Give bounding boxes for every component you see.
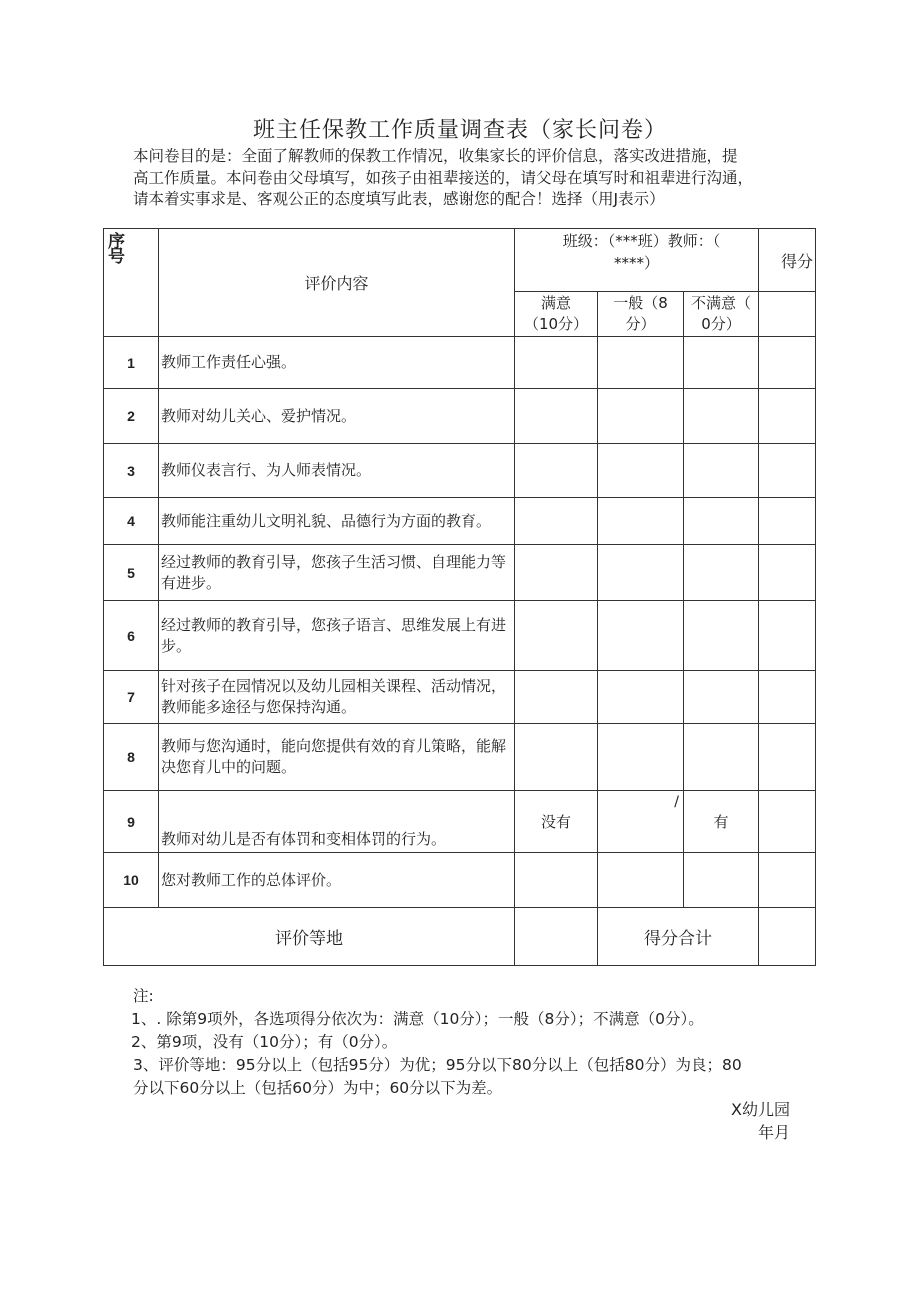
option-cell[interactable]: [515, 389, 598, 444]
option-cell[interactable]: [515, 601, 598, 671]
table-row: 5 经过教师的教育引导，您孩子生活习惯、自理能力等有进步。: [104, 545, 816, 601]
option-cell[interactable]: [598, 853, 684, 908]
table-row: 6 经过教师的教育引导，您孩子语言、思维发展上有进步。: [104, 601, 816, 671]
score-cell[interactable]: [759, 444, 816, 498]
score-cell[interactable]: [759, 671, 816, 724]
note-line: 1、. 除第9项外，各选项得分依次为：满意（10分）；一般（8分）；不满意（0分）。: [131, 1010, 704, 1028]
table-row: 7 针对孩子在园情况以及幼儿园相关课程、活动情况，教师能多途径与您保持沟通。: [104, 671, 816, 724]
notes: [133, 985, 823, 1100]
option-cell-yes[interactable]: 有: [684, 791, 759, 853]
total-cell[interactable]: [759, 908, 816, 966]
option-cell[interactable]: [598, 791, 684, 853]
option-cell[interactable]: [515, 444, 598, 498]
score-header: 得分: [759, 229, 816, 292]
score-cell[interactable]: [759, 853, 816, 908]
score-cell[interactable]: [759, 545, 816, 601]
organization-name: X幼儿园: [731, 1100, 790, 1119]
option-cell[interactable]: [598, 671, 684, 724]
intro-line: 高工作质量。本问卷由父母填写，如孩子由祖辈接送的，请父母在填写时和祖辈进行沟通，: [133, 168, 754, 187]
slash-mark: /: [674, 794, 679, 810]
page-title: 班主任保教工作质量调查表（家长问卷）: [252, 118, 667, 143]
option-cell[interactable]: [684, 853, 759, 908]
option-cell[interactable]: [515, 724, 598, 791]
table-row: 2 教师对幼儿关心、爱护情况。: [104, 389, 816, 444]
option-average-header: 一般（8 分）: [598, 292, 684, 337]
intro-line: 本问卷目的是：全面了解教师的保教工作情况，收集家长的评价信息，落实改进措施，提: [133, 147, 738, 165]
table-row: 10 您对教师工作的总体评价。: [104, 853, 816, 908]
option-cell[interactable]: [598, 389, 684, 444]
intro-paragraph: [133, 146, 813, 211]
score-cell[interactable]: [759, 292, 816, 337]
grade-cell[interactable]: [515, 908, 598, 966]
survey-table: [103, 228, 816, 966]
note-line: 3、评价等地：95分以上（包括95分）为优；95分以下80分以上（包括80分）为良；80: [133, 1056, 742, 1074]
option-cell[interactable]: [515, 545, 598, 601]
grade-label: 评价等地: [104, 908, 515, 966]
score-cell[interactable]: [759, 337, 816, 389]
option-cell[interactable]: [515, 853, 598, 908]
footer-row: [104, 908, 816, 966]
intro-line: 请本着实事求是、客观公正的态度填写此表，感谢您的配合！选择（用J表示）: [133, 190, 665, 208]
option-cell[interactable]: [684, 545, 759, 601]
table-row: 4 教师能注重幼儿文明礼貌、品德行为方面的教育。: [104, 498, 816, 545]
note-line: 2、第9项，没有（10分）；有（0分）。: [131, 1033, 398, 1051]
score-cell[interactable]: [759, 601, 816, 671]
option-cell[interactable]: [684, 337, 759, 389]
option-cell[interactable]: [684, 724, 759, 791]
notes-label: 注:: [133, 987, 154, 1005]
option-cell[interactable]: [598, 545, 684, 601]
score-cell[interactable]: [759, 498, 816, 545]
option-cell[interactable]: [684, 444, 759, 498]
table-row: 3 教师仪表言行、为人师表情况。: [104, 444, 816, 498]
note-line: 分以下60分以上（包括60分）为中；60分以下为差。: [133, 1079, 503, 1097]
option-cell[interactable]: [598, 337, 684, 389]
score-cell[interactable]: [759, 389, 816, 444]
class-teacher-header: 班级：（***班）教师：（ ****）: [515, 229, 759, 292]
option-cell[interactable]: [684, 671, 759, 724]
seq-header: 序 号: [104, 229, 159, 337]
score-cell[interactable]: [759, 791, 816, 853]
total-label: 得分合计: [598, 908, 759, 966]
option-cell[interactable]: [598, 444, 684, 498]
option-cell[interactable]: [598, 601, 684, 671]
table-row: 1 教师工作责任心强。: [104, 337, 816, 389]
table-row: 8 教师与您沟通时，能向您提供有效的育儿策略，能解决您育儿中的问题。: [104, 724, 816, 791]
option-cell[interactable]: [684, 498, 759, 545]
content-header: 评价内容: [159, 229, 515, 337]
option-cell[interactable]: [515, 498, 598, 545]
table-row: 9 教师对幼儿是否有体罚和变相体罚的行为。 没有 / 有: [104, 791, 816, 853]
option-satisfied-header: 满意 （10分）: [515, 292, 598, 337]
option-cell[interactable]: [515, 671, 598, 724]
option-unsatisfied-header: 不满意（ 0分）: [684, 292, 759, 337]
option-cell-no[interactable]: 没有: [515, 791, 598, 853]
date-line: 年月: [757, 1123, 790, 1142]
option-cell[interactable]: [515, 337, 598, 389]
option-cell[interactable]: [598, 724, 684, 791]
option-cell[interactable]: [598, 498, 684, 545]
option-cell[interactable]: [684, 389, 759, 444]
option-cell[interactable]: [684, 601, 759, 671]
score-cell[interactable]: [759, 724, 816, 791]
